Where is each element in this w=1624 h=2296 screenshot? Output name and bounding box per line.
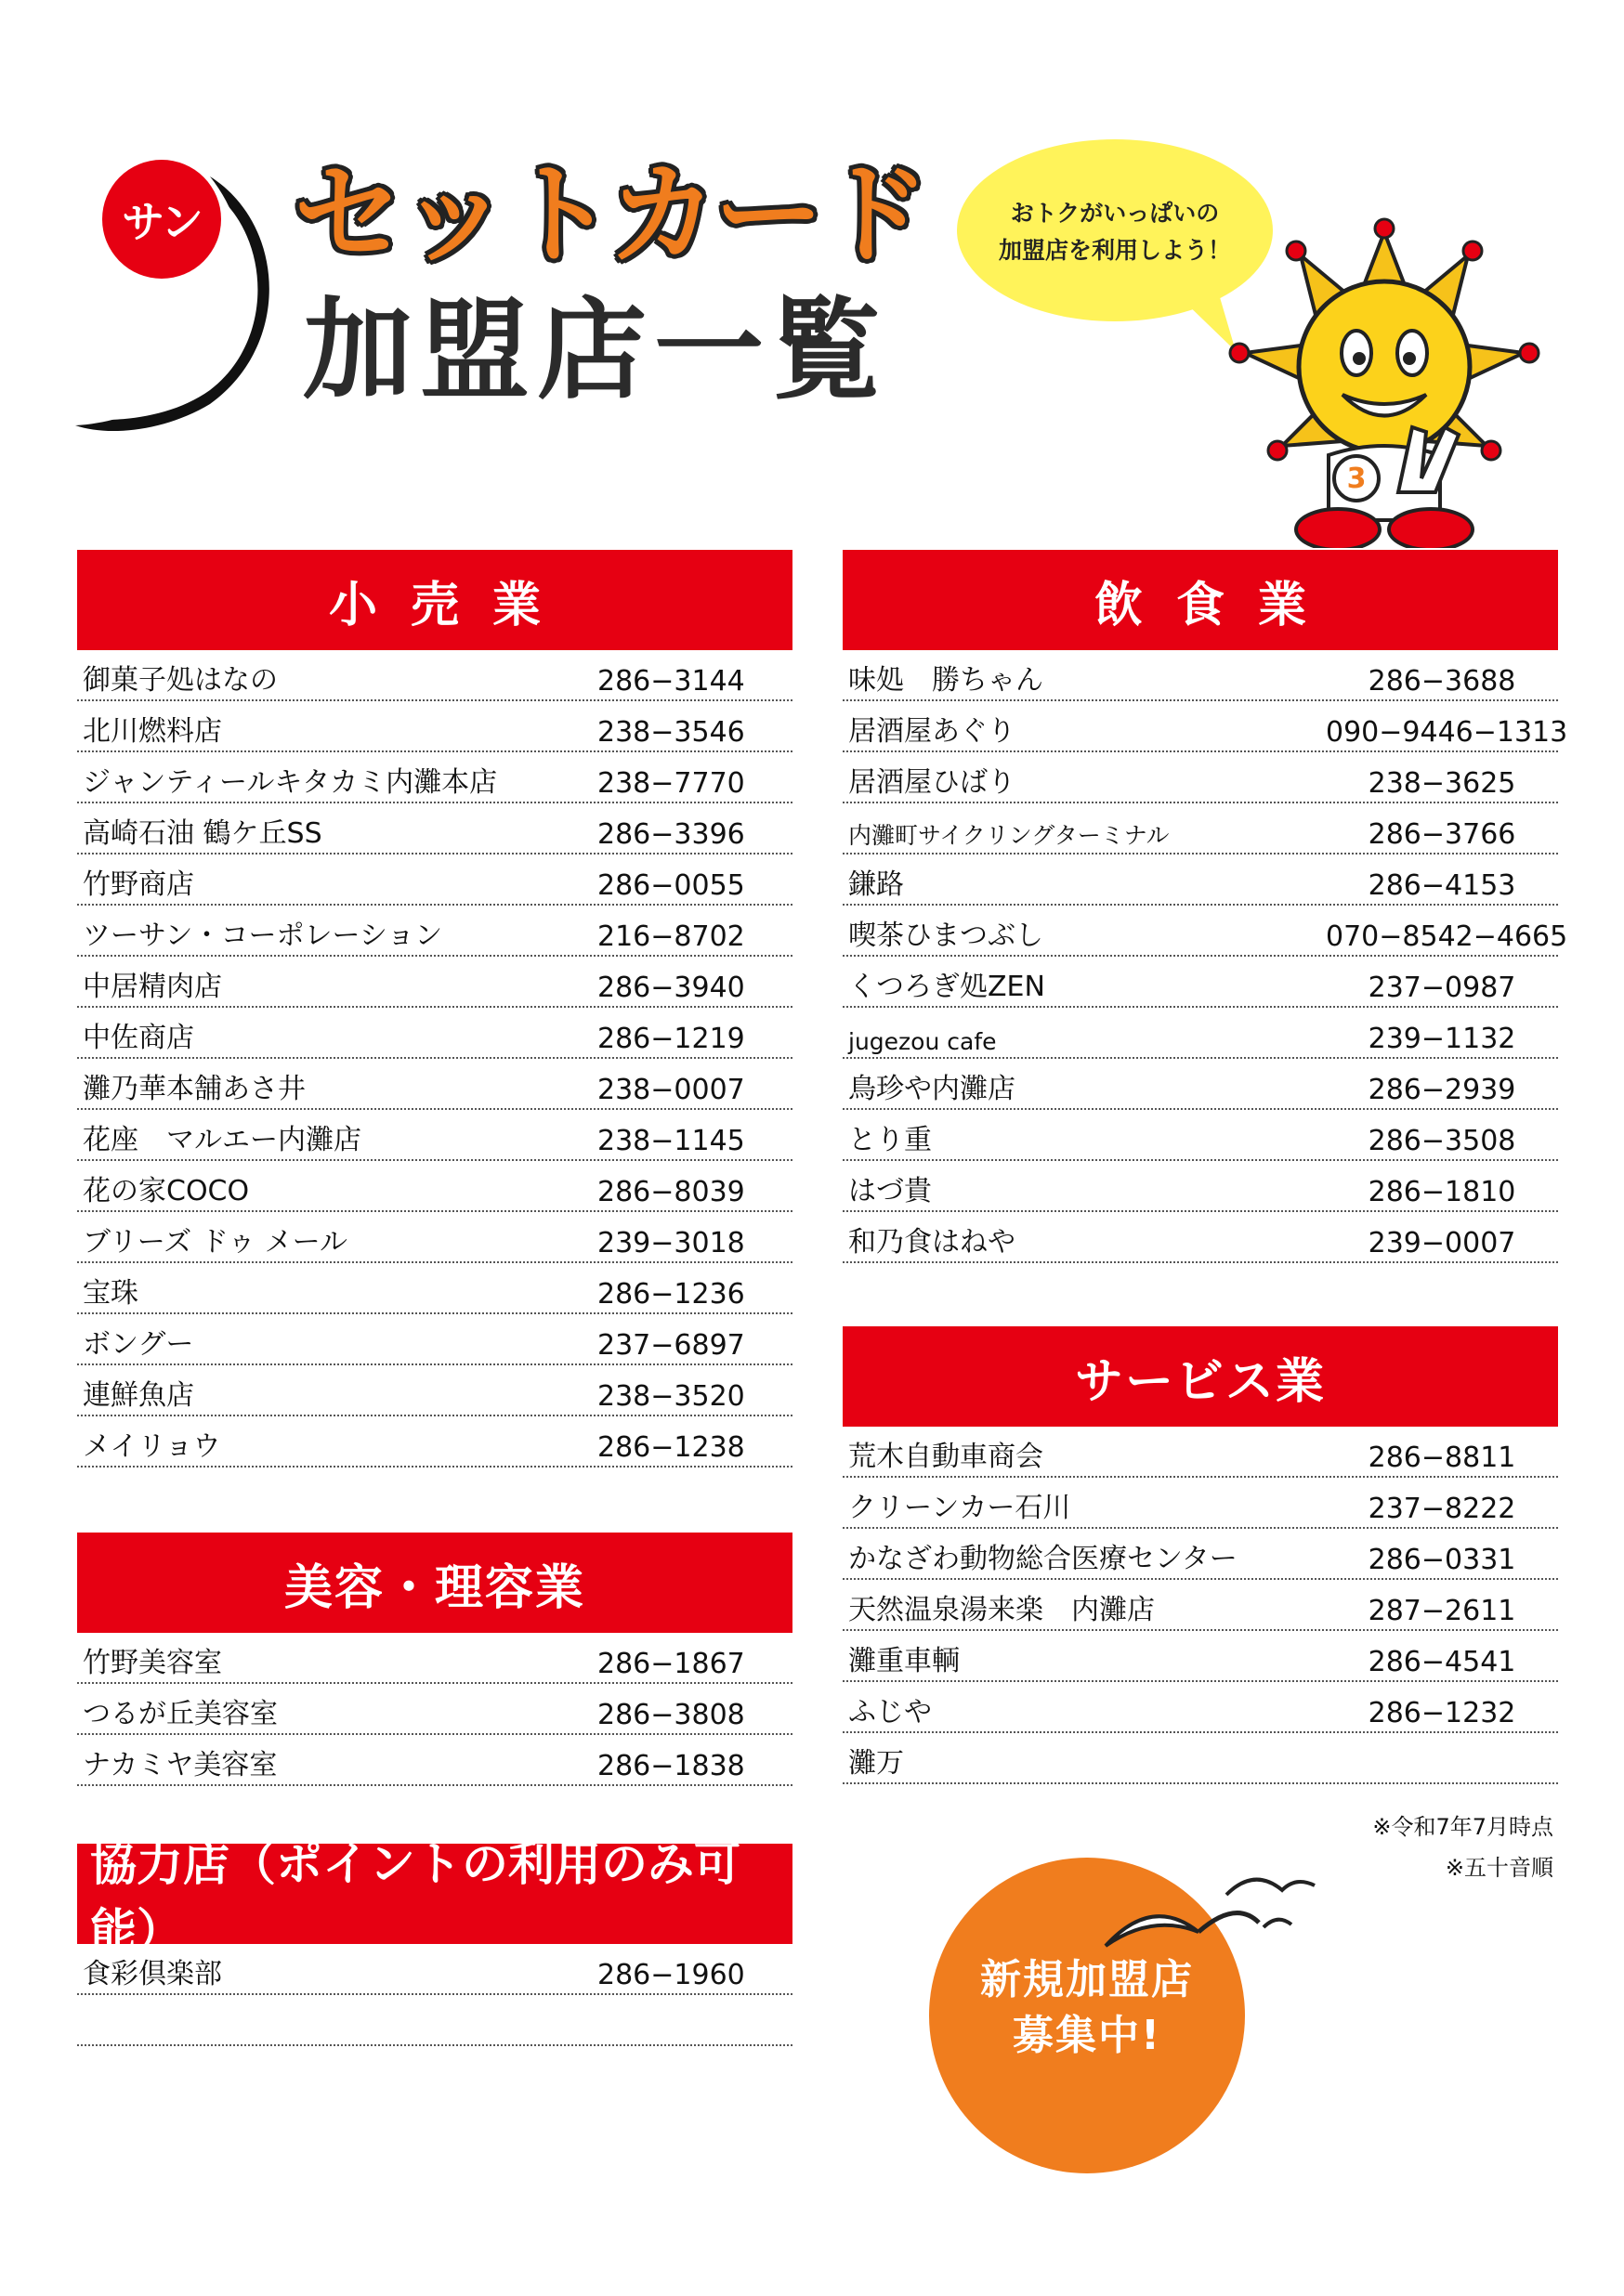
shop-name: 宝珠 <box>83 1277 138 1310</box>
shop-name: 居酒屋ひばり <box>848 766 1015 799</box>
shop-phone: 239−1132 <box>1368 1023 1516 1055</box>
shop-phone: 286−3766 <box>1368 818 1516 851</box>
logo <box>71 139 926 446</box>
list-item <box>843 1008 1558 1059</box>
food-title: 飲食業 <box>1094 577 1340 633</box>
shop-name: 鎌路 <box>848 868 904 901</box>
shop-phone: 238−1145 <box>597 1125 745 1157</box>
list-item <box>843 1733 1558 1784</box>
shop-name: 灘万 <box>848 1747 904 1780</box>
shop-name: とり重 <box>848 1124 932 1156</box>
list-item <box>77 1684 792 1735</box>
note-order: ※五十音順 <box>1445 1855 1553 1881</box>
service-header <box>843 1326 1558 1427</box>
page-title-line1: セットカード <box>294 150 926 279</box>
recruit-line-1: 新規加盟店 <box>980 1956 1194 2003</box>
shop-name: 喫茶ひまつぶし <box>848 920 1043 952</box>
section-beauty <box>77 1533 792 1786</box>
recruit-badge <box>929 1858 1319 2155</box>
list-item <box>843 906 1568 957</box>
shop-phone: 237−8222 <box>1368 1493 1516 1525</box>
list-item <box>77 1263 792 1314</box>
shop-phone: 286−2939 <box>1368 1074 1516 1106</box>
shop-phone: 286−8811 <box>1368 1442 1516 1474</box>
list-item <box>77 803 792 854</box>
shop-phone: 286−1232 <box>1368 1697 1516 1729</box>
shop-name: 北川燃料店 <box>83 715 222 748</box>
list-item <box>77 752 792 803</box>
shop-phone: 287−2611 <box>1368 1595 1516 1627</box>
shop-name: 鳥珍や内灘店 <box>848 1073 1015 1105</box>
shop-phone: 286−1810 <box>1368 1176 1516 1208</box>
shop-name: くつろぎ処ZEN <box>848 971 1045 1003</box>
mascot-badge: 3 <box>1346 463 1367 495</box>
shop-phone: 286−3144 <box>597 665 745 698</box>
shop-phone: 286−3808 <box>597 1699 745 1731</box>
list-item <box>77 1735 792 1786</box>
list-item <box>843 752 1558 803</box>
beauty-title: 美容・理容業 <box>283 1559 585 1616</box>
list-item <box>77 854 792 906</box>
list-item <box>843 957 1558 1008</box>
list-item <box>843 1529 1558 1580</box>
shop-name: ナカミヤ美容室 <box>83 1749 278 1781</box>
shop-phone: 286−3508 <box>1368 1125 1516 1157</box>
shop-name: 灘乃華本舗あさ井 <box>83 1073 306 1105</box>
list-item <box>843 854 1558 906</box>
shop-phone: 286−1219 <box>597 1023 745 1055</box>
list-item <box>843 1059 1558 1110</box>
list-item <box>843 1682 1558 1733</box>
shop-name: 花の家COCO <box>83 1175 250 1207</box>
shop-phone: 286−3688 <box>1368 665 1516 698</box>
list-item <box>77 1008 792 1059</box>
page-title-line2: 加盟店一覧 <box>303 286 889 414</box>
shop-phone: 286−4541 <box>1368 1646 1516 1678</box>
service-title: サービス業 <box>1074 1353 1326 1410</box>
shop-name: 天然温泉湯来楽 内灘店 <box>848 1594 1155 1626</box>
shop-phone: 090−9446−1313 <box>1326 716 1568 749</box>
list-item <box>77 1110 792 1161</box>
list-item <box>77 906 792 957</box>
speech-line-1: おトクがいっぱいの <box>1010 200 1220 227</box>
shop-name: 居酒屋あぐり <box>848 715 1015 748</box>
shop-phone: 286−1960 <box>597 1959 745 1991</box>
list-item <box>77 1995 792 2046</box>
list-item <box>77 1416 792 1468</box>
partner-header <box>77 1837 792 1958</box>
speech-bubble <box>957 139 1273 321</box>
shop-phone: 286−1236 <box>597 1278 745 1311</box>
shop-phone: 238−3520 <box>597 1380 745 1413</box>
shop-phone: 286−1238 <box>597 1431 745 1464</box>
shop-name: 御菓子処はなの <box>83 664 278 697</box>
shop-phone: 238−0007 <box>597 1074 745 1106</box>
list-item <box>843 1212 1558 1263</box>
list-item <box>77 1059 792 1110</box>
partner-list <box>77 1944 792 2046</box>
shop-name: つるが丘美容室 <box>83 1698 278 1730</box>
recruit-line-2: 募集中! <box>1012 2012 1162 2059</box>
shop-phone: 070−8542−4665 <box>1326 920 1568 953</box>
beauty-header <box>77 1533 792 1633</box>
list-item <box>77 1314 792 1365</box>
shop-name: 味処 勝ちゃん <box>848 664 1043 697</box>
list-item <box>77 1161 792 1212</box>
list-item <box>77 1365 792 1416</box>
shop-phone: 237−0987 <box>1368 972 1516 1004</box>
list-item <box>77 957 792 1008</box>
list-item <box>843 1631 1558 1682</box>
shop-name: 灘重車輌 <box>848 1645 960 1677</box>
list-item <box>843 1580 1558 1631</box>
list-item <box>77 701 792 752</box>
shop-phone: 286−0055 <box>597 869 745 902</box>
list-item <box>77 650 792 701</box>
shop-phone: 216−8702 <box>597 920 745 953</box>
retail-header <box>77 550 792 650</box>
section-service <box>843 1326 1558 1784</box>
shop-name: ジャンティールキタカミ内灘本店 <box>83 766 498 799</box>
shop-name: 連鮮魚店 <box>83 1379 194 1412</box>
section-partner <box>77 1837 792 2046</box>
list-item <box>843 650 1558 701</box>
section-retail <box>77 550 792 1468</box>
food-header <box>843 550 1558 650</box>
shop-phone: 239−0007 <box>1368 1227 1516 1259</box>
shop-name: 食彩倶楽部 <box>83 1958 222 1990</box>
shop-name: 中佐商店 <box>83 1022 194 1054</box>
retail-list <box>77 650 792 1468</box>
shop-phone: 286−4153 <box>1368 869 1516 902</box>
shop-name: 和乃食はねや <box>848 1226 1015 1259</box>
sun-mascot <box>1226 214 1542 548</box>
retail-title: 小売業 <box>328 577 574 633</box>
service-list <box>843 1427 1558 1784</box>
shop-name: 荒木自動車商会 <box>848 1441 1043 1473</box>
shop-phone: 238−3546 <box>597 716 745 749</box>
list-item <box>843 1161 1558 1212</box>
shop-name: 内灘町サイクリングターミナル <box>848 822 1170 849</box>
shop-phone: 286−1867 <box>597 1648 745 1680</box>
shop-phone: 238−7770 <box>597 767 745 800</box>
section-food <box>843 550 1568 1263</box>
beauty-list <box>77 1633 792 1786</box>
shop-phone: 239−3018 <box>597 1227 745 1259</box>
shop-name: 高崎石油 鶴ケ丘SS <box>83 817 322 850</box>
shop-name: ふじや <box>848 1696 932 1729</box>
shop-phone: 286−3396 <box>597 818 745 851</box>
shop-phone: 286−1838 <box>597 1750 745 1782</box>
shop-phone: 286−0331 <box>1368 1544 1516 1576</box>
shop-name: ブリーズ ドゥ メール <box>83 1226 348 1259</box>
list-item <box>77 1633 792 1684</box>
shop-name: 竹野商店 <box>83 868 194 901</box>
shop-phone: 238−3625 <box>1368 767 1516 800</box>
shop-phone: 286−8039 <box>597 1176 745 1208</box>
shop-name: かなざわ動物総合医療センター <box>848 1543 1238 1575</box>
shop-name: ボングー <box>83 1328 194 1361</box>
food-list <box>843 650 1568 1263</box>
logo-badge: サン <box>102 160 221 279</box>
shop-name: ツーサン・コーポレーション <box>83 920 443 952</box>
list-item <box>843 1478 1558 1529</box>
shop-name: 中居精肉店 <box>83 971 222 1003</box>
shop-name: メイリョウ <box>83 1430 221 1463</box>
shop-name: 竹野美容室 <box>83 1647 222 1679</box>
list-item <box>843 701 1568 752</box>
footnotes <box>1372 1807 1553 1888</box>
shop-name: クリーンカー石川 <box>848 1492 1071 1524</box>
list-item <box>843 1110 1558 1161</box>
shop-phone: 286−3940 <box>597 972 745 1004</box>
speech-line-2: 加盟店を利用しよう！ <box>998 237 1231 264</box>
partner-title: 協力店（ポイントの利用のみ可能） <box>90 1837 740 1958</box>
shop-name: jugezou cafe <box>848 1028 997 1055</box>
shop-name: はづ貴 <box>848 1175 932 1207</box>
shop-phone: 237−6897 <box>597 1329 745 1362</box>
sun-mascot-icon <box>1226 214 1542 548</box>
list-item <box>843 1427 1558 1478</box>
list-item <box>843 803 1558 854</box>
shop-name: 花座 マルエー内灘店 <box>83 1124 361 1156</box>
list-item <box>77 1212 792 1263</box>
note-as-of: ※令和7年7月時点 <box>1372 1814 1553 1840</box>
